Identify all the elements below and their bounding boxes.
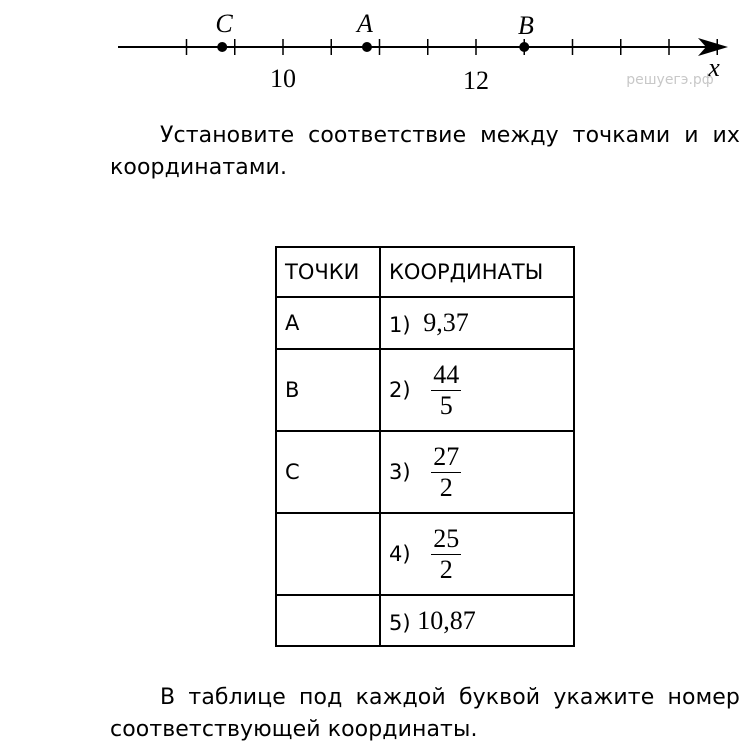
- option-number: 1): [389, 313, 411, 337]
- point-cell: A: [276, 297, 380, 349]
- header-points: ТОЧКИ: [276, 247, 380, 297]
- option-fraction: [431, 442, 461, 503]
- option-number: 3): [389, 460, 411, 484]
- point-dot-c: [217, 42, 227, 52]
- point-label-b: B: [518, 11, 534, 40]
- option-number: 2): [389, 378, 411, 402]
- point-label-c: C: [215, 9, 233, 38]
- tick-label-10: 10: [270, 64, 296, 93]
- denominator: 5: [439, 390, 453, 420]
- point-dot-b: [519, 42, 529, 52]
- option-number: 4): [389, 542, 411, 566]
- numerator: 44: [433, 359, 460, 389]
- option-fraction: [431, 524, 461, 585]
- point-cell: C: [276, 431, 380, 513]
- header-coordinates: КООРДИНАТЫ: [380, 247, 574, 297]
- numerator: 27: [433, 441, 460, 471]
- coordinate-cell: [380, 595, 574, 646]
- tick-label-12: 12: [463, 66, 489, 95]
- watermark: решуегэ.рф: [626, 72, 714, 88]
- point-cell: [276, 595, 380, 646]
- coordinate-cell: [380, 297, 574, 349]
- denominator: 2: [439, 554, 453, 584]
- footer-instruction-text: В таблице под каждой буквой укажите номер соответствующей координаты.: [110, 685, 740, 742]
- point-dot-a: [362, 42, 372, 52]
- option-value: 9,37: [423, 308, 469, 337]
- numerator: 25: [433, 523, 460, 553]
- point-cell: B: [276, 349, 380, 431]
- coordinate-cell: [380, 513, 574, 595]
- option-number: 5): [389, 610, 411, 635]
- coordinate-cell: [380, 431, 574, 513]
- axis-label-x: x: [708, 53, 720, 82]
- number-line: [0, 0, 746, 100]
- point-label-a: A: [357, 9, 373, 38]
- option-fraction: [431, 360, 461, 421]
- option-value: 10,87: [417, 605, 476, 635]
- instruction-text: Установите соответствие между точками и их координатами.: [110, 123, 740, 180]
- point-cell: [276, 513, 380, 595]
- denominator: 2: [439, 472, 453, 502]
- matching-table: [275, 246, 575, 647]
- coordinate-cell: [380, 349, 574, 431]
